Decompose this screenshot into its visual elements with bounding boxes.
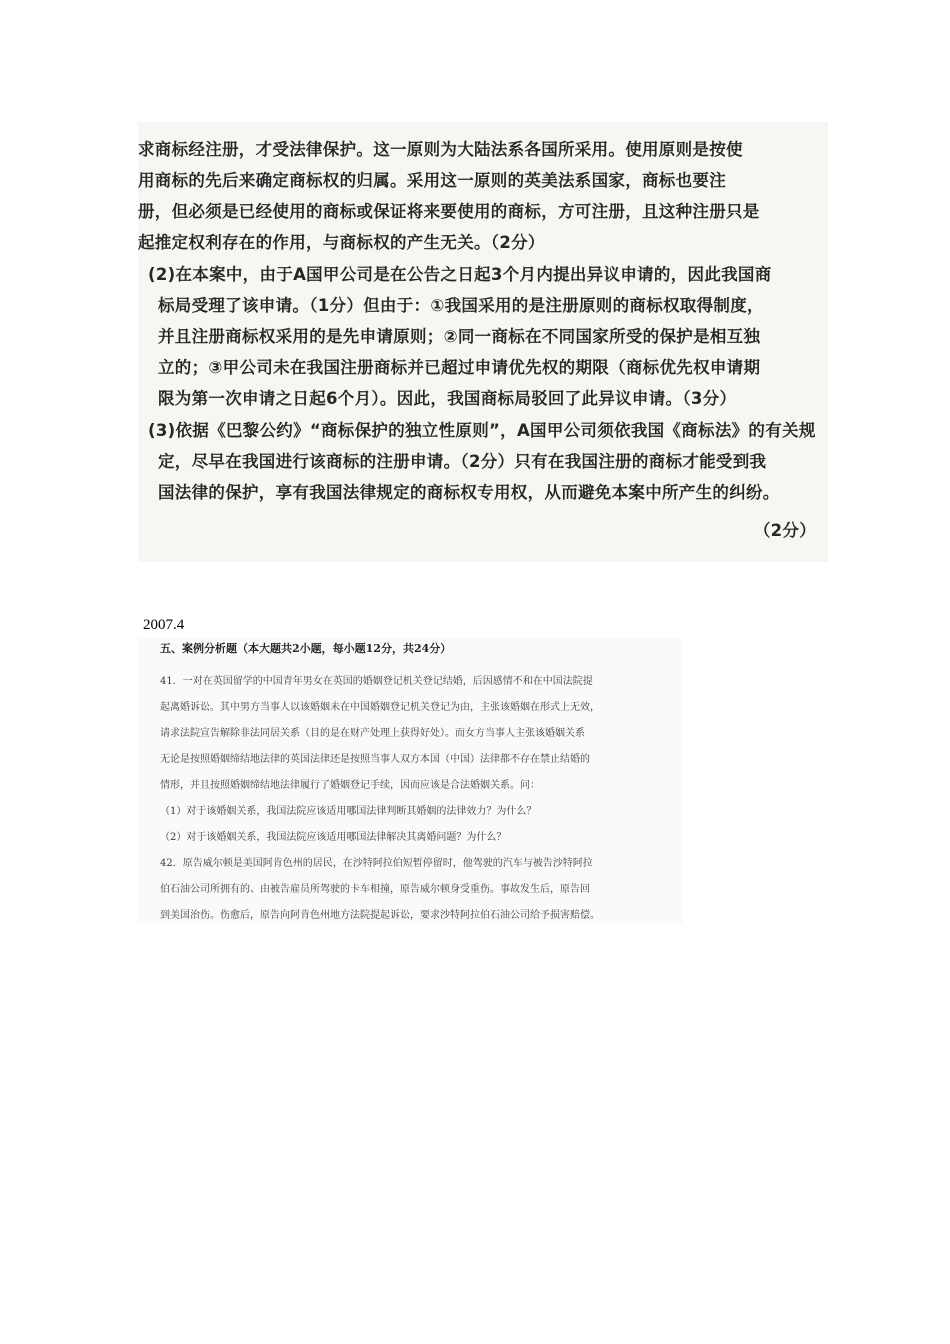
question-line: 到美国治伤。伤愈后，原告向阿肯色州地方法院提起诉讼，要求沙特阿拉伯石油公司给予损害赔偿。 (160, 910, 600, 921)
question-line: 起离婚诉讼。其中男方当事人以该婚姻未在中国婚姻登记机关登记为由，主张该婚姻在形式上无效， (160, 702, 600, 713)
answer-line: 定，尽早在我国进行该商标的注册申请。（2分）只有在我国注册的商标才能受到我 (158, 452, 767, 471)
question-line: 情形，并且按照婚姻缔结地法律履行了婚姻登记手续，因而应该是合法婚姻关系。问： (160, 780, 540, 791)
scanned-question-block (138, 638, 683, 923)
section-heading: 五、案例分析题（本大题共2小题，每小题12分，共24分） (160, 642, 452, 655)
answer-line: 册，但必须是已经使用的商标或保证将来要使用的商标，方可注册，且这种注册只是 (138, 202, 760, 221)
answer-line: 并且注册商标权采用的是先申请原则；②同一商标在不同国家所受的保护是相互独 (158, 327, 761, 346)
answer-line: （2分） (753, 521, 816, 540)
answer-line: 标局受理了该申请。（1分）但由于：①我国采用的是注册原则的商标权取得制度， (158, 296, 764, 315)
question-line: 伯石油公司所拥有的、由被告雇员所驾驶的卡车相撞，原告威尔顿身受重伤。事故发生后，原告回 (160, 884, 590, 895)
answer-line: (3)依据《巴黎公约》“商标保护的独立性原则”，A国甲公司须依我国《商标法》的有关规 (148, 421, 816, 440)
year-label: 2007.4 (143, 617, 185, 633)
question-line: 请求法院宣告解除非法同居关系（目的是在财产处理上获得好处）。而女方当事人主张该婚姻关系 (160, 728, 585, 739)
answer-line: 起推定权利存在的作用，与商标权的产生无关。（2分） (138, 233, 545, 252)
scanned-answer-block (138, 122, 828, 562)
answer-line: 用商标的先后来确定商标权的归属。采用这一原则的英美法系国家，商标也要注 (138, 171, 726, 190)
question-line: （1）对于该婚姻关系，我国法院应该适用哪国法律判断其婚姻的法律效力？为什么？ (160, 806, 537, 817)
question-line: 无论是按照婚姻缔结地法律的英国法律还是按照当事人双方本国（中国）法律都不存在禁止结婚的 (160, 754, 590, 765)
answer-line: 立的；③甲公司未在我国注册商标并已超过申请优先权的期限（商标优先权申请期 (158, 358, 761, 377)
answer-line: 国法律的保护，享有我国法律规定的商标权专用权，从而避免本案中所产生的纠纷。 (158, 483, 780, 502)
question-line: （2）对于该婚姻关系，我国法院应该适用哪国法律解决其离婚问题？为什么？ (160, 832, 507, 843)
answer-line: 求商标经注册，才受法律保护。这一原则为大陆法系各国所采用。使用原则是按使 (138, 140, 743, 159)
answer-line: (2)在本案中，由于A国甲公司是在公告之日起3个月内提出异议申请的，因此我国商 (148, 265, 772, 284)
answer-line: 限为第一次申请之日起6个月）。因此，我国商标局驳回了此异议申请。（3分） (158, 389, 737, 408)
question-line: 42．原告威尔顿是美国阿肯色州的居民，在沙特阿拉伯短暂停留时，他驾驶的汽车与被告沙特阿拉 (160, 858, 593, 869)
question-line: 41．一对在英国留学的中国青年男女在英国的婚姻登记机关登记结婚，后因感情不和在中国法院提 (160, 676, 593, 687)
